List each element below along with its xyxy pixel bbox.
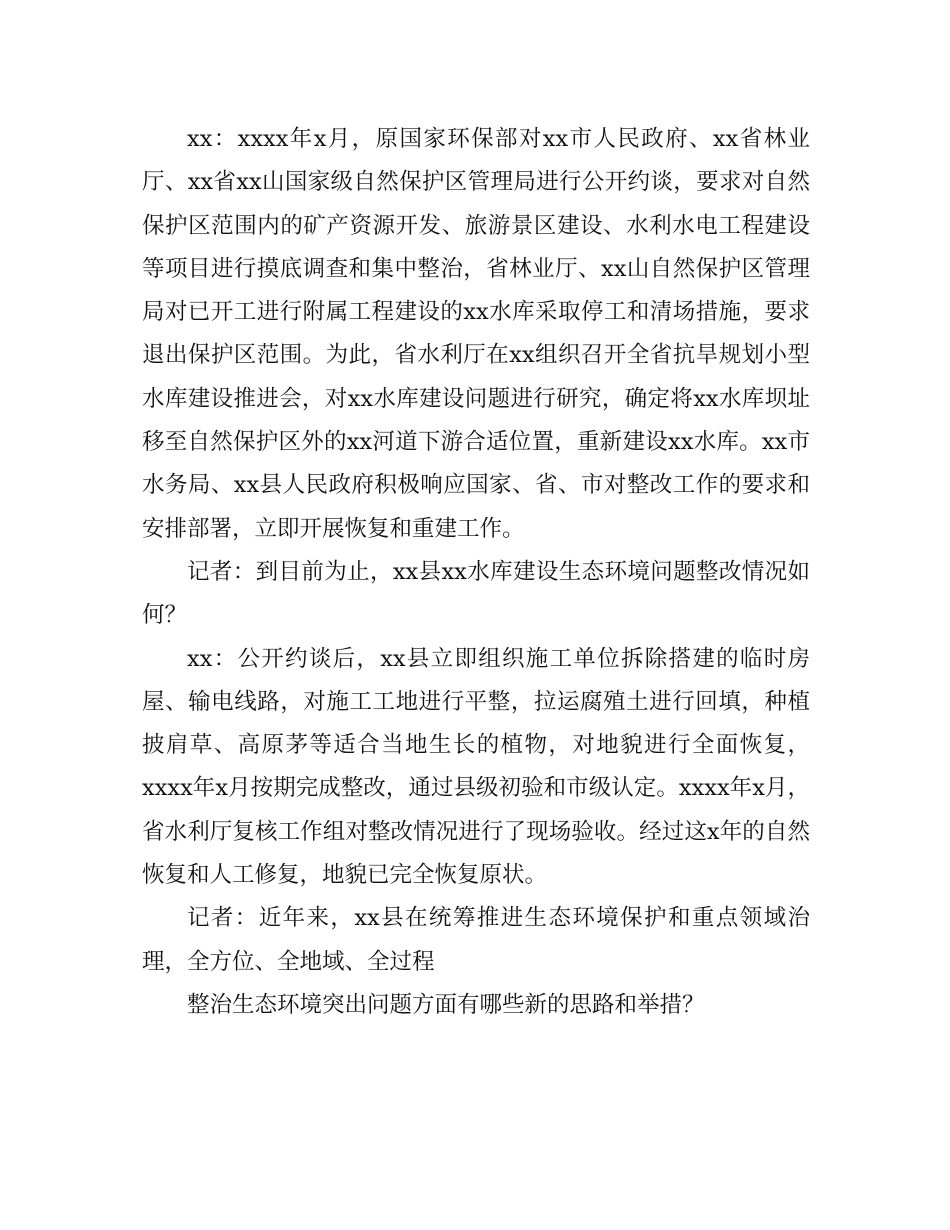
paragraph-4: 记者：近年来，xx县在统筹推进生态环境保护和重点领域治理，全方位、全地域、全过程 — [142, 905, 810, 975]
paragraph-3: xx：公开约谈后，xx县立即组织施工单位拆除搭建的临时房屋、输电线路，对施工工地进行平整，拉运腐殖土进行回填，种植披肩草、高原茅等适合当地生长的植物，对地貌进行全面恢复，xxxx年x月按期完成整改，通过县级初验和市级认定。xxxx年x月，省水利厅复核工作组对整改情况进行了现场验收。经过这x年的自然恢复和人工修复，地貌已完全恢复原状。 — [142, 645, 810, 889]
paragraph-2: 记者：到目前为止，xx县xx水库建设生态环境问题整改情况如何？ — [142, 558, 810, 629]
document-body — [142, 118, 810, 1027]
paragraph-1: xx：xxxx年x月，原国家环保部对xx市人民政府、xx省林业厅、xx省xx山国家级自然保护区管理局进行公开约谈，要求对自然保护区范围内的矿产资源开发、旅游景区建设、水利水电工程建设等项目进行摸底调查和集中整治，省林业厅、xx山自然保护区管理局对已开工进行附属工程建设的xx水库采取停工和清场措施，要求退出保护区范围。为此，省水利厅在xx组织召开全省抗旱规划小型水库建设推进会，对xx水库建设问题进行研究，确定将xx水库坝址移至自然保护区外的xx河道下游合适位置，重新建设xx水库。xx市水务局、xx县人民政府积极响应国家、省、市对整改工作的要求和安排部署，立即开展恢复和重建工作。 — [142, 126, 810, 542]
paragraph-5: 整治生态环境突出问题方面有哪些新的思路和举措？ — [187, 991, 705, 1018]
